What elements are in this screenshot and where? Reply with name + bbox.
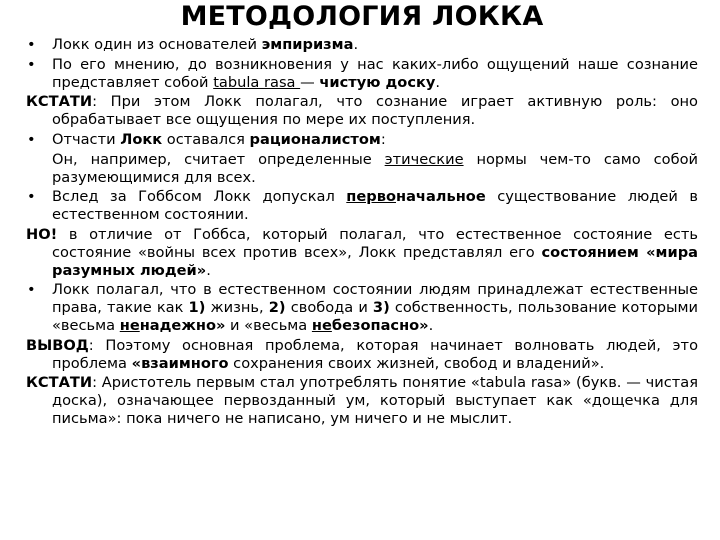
note-label: ВЫВОД	[26, 336, 89, 354]
text: .	[428, 316, 434, 334]
term-rationalist: рационалистом	[249, 130, 381, 148]
term-un-prefix: не	[311, 316, 332, 334]
text: .	[435, 73, 441, 91]
note-but	[26, 226, 698, 279]
text: Вслед за Гоббсом Локк допускал	[52, 188, 347, 206]
term-original-part1: перво	[346, 188, 396, 206]
text: Он, например, считает определенные	[52, 150, 385, 168]
text: : Поэтому основная проблема, которая начинает волновать людей, это проблема	[52, 336, 698, 372]
text: существование людей в естественном состоянии.	[52, 188, 699, 224]
text: и «весьма	[225, 316, 312, 334]
text: : При этом Локк полагал, что сознание играет активную роль: оно обрабатывает все ощущения по мере их поступления.	[52, 93, 698, 129]
text: —	[300, 73, 320, 91]
note-aristotle	[26, 374, 698, 427]
term-original-part2: начальное	[396, 188, 486, 206]
term-clean-board: чистую доску	[319, 73, 436, 91]
term-peace-of-reasonable: «мира разумных людей»	[52, 243, 698, 279]
page-title: МЕТОДОЛОГИЯ ЛОККА	[180, 1, 544, 32]
note-active-role	[26, 93, 698, 129]
number-2: 2)	[268, 299, 286, 317]
bullet-rationalist	[26, 131, 698, 149]
term-safe: безопасно»	[331, 316, 429, 334]
text: собственность, пользование которыми «весьма	[52, 299, 698, 334]
text: :	[380, 130, 386, 148]
text: .	[206, 261, 211, 279]
text: сохранения своих жизней, свобод и владений».	[228, 354, 605, 372]
text: : Аристотель первым стал употреблять понятие «tabula rasa» (букв. — чистая доска), означающее первозданный ум, который выступает как «дощечка для письма»: пока ничего не написано, ум ничего и не мыслит.	[52, 374, 698, 427]
text: в отличие от Гоббса, который полагал, что естественное состояние есть состояние «войны всех против всех», Локк представлял его	[52, 225, 698, 261]
bullet-hobbes	[26, 188, 698, 224]
note-conclusion	[26, 337, 698, 373]
term-locke: Локк	[120, 130, 163, 148]
text: нормы чем-то само собой разумеющимися для всех.	[52, 150, 698, 186]
example-ethics	[26, 151, 698, 187]
bullet-empiricism	[26, 36, 698, 54]
note-label: КСТАТИ	[26, 93, 93, 111]
text: .	[353, 36, 359, 53]
note-label: НО!	[26, 225, 58, 243]
term-tabula-rasa: tabula rasa	[213, 73, 301, 91]
text: Отчасти	[52, 130, 121, 148]
bullet-tabula-rasa	[26, 56, 698, 92]
term-reliable: надежно»	[139, 316, 226, 334]
slide-content	[26, 36, 698, 428]
text: По его мнению, до возникновения у нас каких-либо ощущений наше сознание представляет собой	[52, 55, 698, 91]
term-mutual: «взаимного	[131, 354, 229, 372]
text: жизнь,	[205, 299, 269, 317]
text: оставался	[162, 130, 250, 148]
term-state: состоянием	[541, 243, 639, 261]
term-un-prefix: не	[119, 316, 140, 334]
text: Локк полагал, что в естественном состоянии людям принадлежат естественные права, такие как	[52, 281, 698, 317]
term-empiricism: эмпиризма	[261, 36, 354, 53]
number-3: 3)	[372, 299, 390, 317]
bullet-natural-rights	[26, 281, 698, 334]
number-1: 1)	[188, 299, 206, 317]
note-label: КСТАТИ	[26, 374, 93, 392]
text: свобода и	[285, 299, 373, 317]
term-ethical: этические	[384, 150, 464, 168]
text: Локк один из основателей	[52, 36, 262, 53]
